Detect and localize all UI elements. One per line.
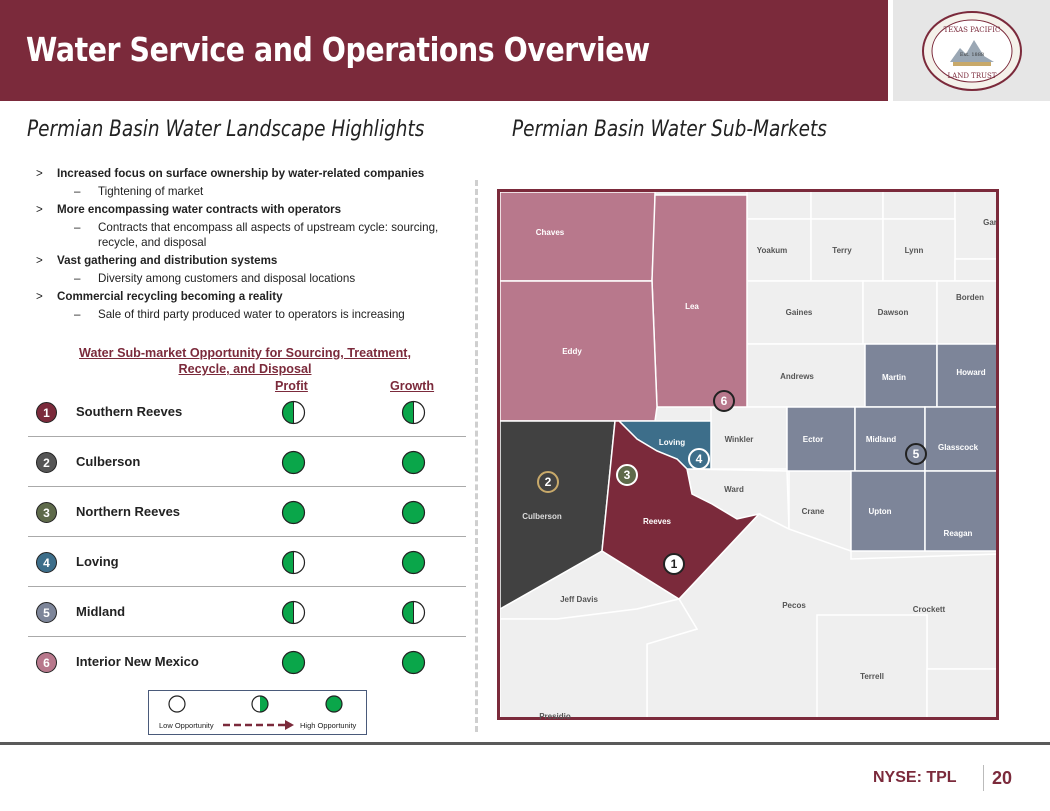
row-number-badge: 2	[36, 452, 57, 473]
company-seal-logo	[920, 10, 1024, 92]
growth-header: Growth	[390, 379, 435, 393]
sub-bullet-4: – Sale of third party produced water to operators is increasing	[36, 307, 466, 322]
county-label: Midland	[865, 435, 897, 444]
row-number-badge: 6	[36, 652, 57, 673]
marker-label: 6	[720, 394, 728, 408]
row-label: Southern Reeves	[76, 404, 183, 419]
county-label: Presidio	[539, 712, 571, 720]
county-label: Yoakum	[756, 246, 788, 255]
table-title: Water Sub-market Opportunity for Sourcing, Treatment, Recycle, and Disposal	[79, 346, 411, 376]
marker-label: 2	[544, 475, 552, 489]
logo-panel	[893, 0, 1050, 101]
county-label: Dawson	[877, 308, 909, 317]
table-row	[28, 637, 466, 687]
marker-label: 4	[695, 452, 703, 466]
logo-bottom-text: LAND TRUST	[947, 72, 997, 80]
profit-indicator	[281, 450, 306, 475]
row-label: Interior New Mexico	[76, 654, 199, 669]
profit-header: Profit	[275, 379, 308, 393]
page-title: Water Service and Operations Overview	[26, 30, 650, 69]
county-label: Winkler	[724, 435, 754, 444]
row-label: Midland	[76, 604, 126, 619]
profit-indicator	[281, 500, 306, 525]
table-row	[28, 487, 466, 537]
legend-low-label: Low Opportunity	[159, 721, 214, 730]
county-label: Culberson	[522, 512, 562, 521]
left-subtitle: Permian Basin Water Landscape Highlights	[27, 117, 425, 142]
profit-indicator	[281, 550, 306, 575]
bullet-4: > Commercial recycling becoming a reality	[36, 289, 466, 304]
county-label: Upton	[868, 507, 892, 516]
profit-indicator	[281, 650, 306, 675]
row-label: Culberson	[76, 454, 141, 469]
county-label: Loving	[658, 438, 686, 447]
county-label: Martin	[882, 373, 906, 382]
footer-separator	[983, 765, 984, 791]
section-divider	[475, 180, 478, 732]
table-row	[28, 387, 466, 437]
growth-indicator	[401, 400, 426, 425]
sub-bullet-1: – Tightening of market	[36, 184, 466, 199]
profit-indicator	[281, 600, 306, 625]
county-label: Jeff Davis	[560, 595, 598, 604]
logo-center-text: Est. 1888	[959, 52, 985, 58]
row-number-badge: 3	[36, 502, 57, 523]
header-bar	[0, 0, 888, 101]
legend-high-label: High Opportunity	[300, 721, 357, 730]
county-label: Terry	[832, 246, 852, 255]
table-row	[28, 537, 466, 587]
sub-bullet-3: – Diversity among customers and disposal locations	[36, 271, 466, 286]
row-number-badge: 4	[36, 552, 57, 573]
right-subtitle: Permian Basin Water Sub-Markets	[512, 117, 827, 142]
highlights-list	[36, 166, 466, 325]
bullet-3: > Vast gathering and distribution systems	[36, 253, 466, 268]
profit-indicator	[281, 400, 306, 425]
table-row	[28, 587, 466, 637]
county-label: Ector	[802, 435, 824, 444]
county-label: Lea	[685, 302, 699, 311]
submarket-map	[497, 189, 999, 720]
county-label: Glasscock	[937, 443, 979, 452]
county-label: Pecos	[782, 601, 806, 610]
footer-rule	[0, 742, 1050, 745]
marker-label: 1	[670, 557, 678, 571]
county-label: Andrews	[780, 372, 814, 381]
county-label: Crockett	[912, 605, 946, 614]
page-number: 20	[992, 768, 1013, 788]
county-label: Terrell	[860, 672, 884, 681]
county-label: Gaines	[785, 308, 813, 317]
county-label: Lynn	[904, 246, 924, 255]
growth-indicator	[401, 450, 426, 475]
row-number-badge: 5	[36, 602, 57, 623]
county-label: Reeves	[642, 517, 672, 526]
bullet-2: > More encompassing water contracts with operators	[36, 202, 466, 217]
ticker-label: NYSE: TPL	[873, 769, 957, 786]
growth-indicator	[401, 650, 426, 675]
marker-label: 3	[623, 468, 631, 482]
logo-top-text: TEXAS PACIFIC	[943, 26, 1001, 34]
county-label: Reagan	[943, 529, 973, 538]
county-label: Borden	[956, 293, 984, 302]
county-label: Chaves	[535, 228, 565, 237]
marker-label: 5	[912, 447, 920, 461]
opportunity-legend	[148, 690, 367, 735]
row-number-badge: 1	[36, 402, 57, 423]
county-label: Gar	[983, 218, 997, 227]
county-label: Crane	[801, 507, 825, 516]
sub-bullet-2: – Contracts that encompass all aspects of upstream cycle: sourcing, recycle, and disposal	[36, 220, 466, 250]
table-row	[28, 437, 466, 487]
growth-indicator	[401, 550, 426, 575]
bullet-1: > Increased focus on surface ownership by water-related companies	[36, 166, 466, 181]
row-label: Loving	[76, 554, 119, 569]
county-label: Ward	[724, 485, 744, 494]
row-label: Northern Reeves	[76, 504, 181, 519]
growth-indicator	[401, 500, 426, 525]
growth-indicator	[401, 600, 426, 625]
county-label: Eddy	[562, 347, 582, 356]
county-label: Howard	[956, 368, 986, 377]
